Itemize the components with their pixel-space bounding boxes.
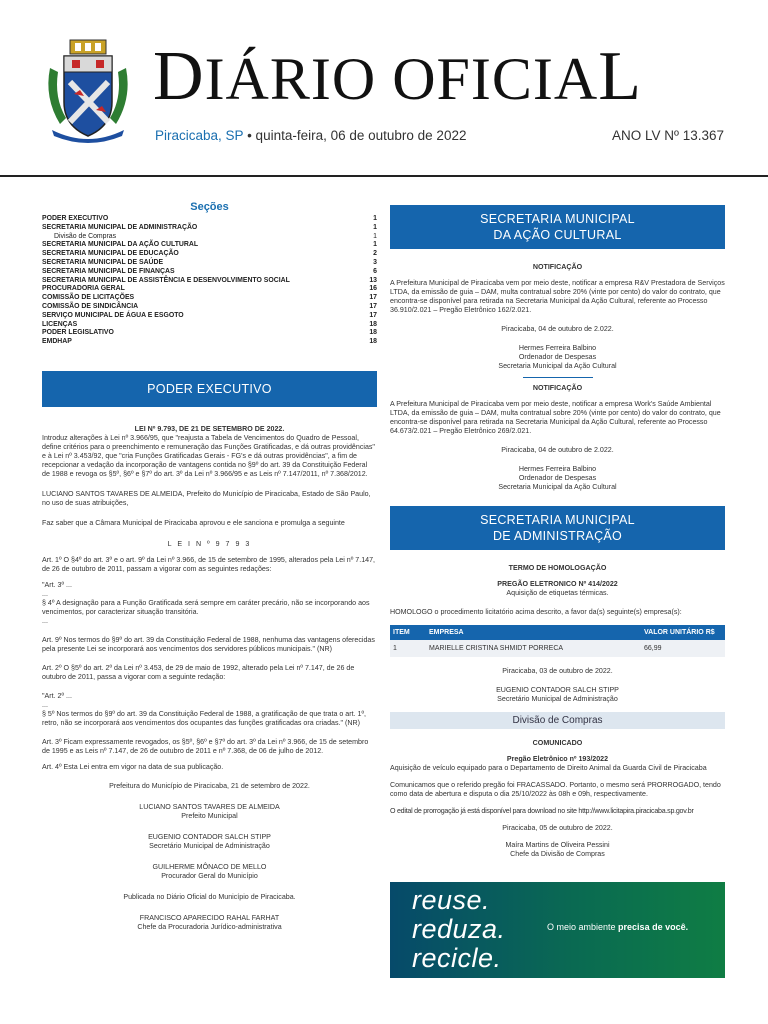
toc-item[interactable]: SECRETARIA MUNICIPAL DA AÇÃO CULTURAL 1	[42, 241, 377, 249]
toc-item[interactable]: PODER LEGISLATIVO 18	[42, 329, 377, 337]
law-article: Art. 9º Nos termos do §9º do art. 39 da Constituição Federal de 1988, nenhuma das vantagens oferecidas pela presente Lei se incorporará aos vencimentos dos servidores públicos municipais." (NR)	[42, 635, 375, 653]
law-article: Art. 1º O §4º do art. 3º e o art. 9º da Lei nº 3.966, de 15 de setembro de 1995, alterados pela Lei nº 7.147, de 26 de outubro de 2011, passam a vigorar com as seguintes redações:	[42, 555, 376, 573]
municipal-crest-logo	[42, 38, 134, 144]
table-header: VALOR UNITÁRIO R$	[641, 625, 725, 640]
masthead-title: DIÁRIO OFICIAL	[153, 38, 642, 115]
law-ellipsis: ...	[42, 589, 48, 598]
publication-note: Publicada no Diário Oficial do Município de Piracicaba.	[123, 892, 296, 901]
table-cell: 1	[390, 640, 426, 657]
section-banner-acao-cultural: SECRETARIA MUNICIPAL DA AÇÃO CULTURAL	[390, 205, 725, 249]
comunicado-date: Piracicaba, 05 de outubro de 2022.	[502, 824, 613, 832]
right-column	[390, 205, 725, 859]
law-title: LEI Nº 9.793, DE 21 DE SETEMBRO DE 2022.	[134, 424, 285, 433]
signature-block: FRANCISCO APARECIDO RAHAL FARHAT Chefe da Procuradoria Jurídico-administrativa	[137, 913, 282, 931]
toc-title: Seções	[190, 201, 229, 213]
table-header: ITEM	[390, 625, 426, 640]
table-header: EMPRESA	[426, 625, 641, 640]
signature-block: Maíra Martins de Oliveira Pessini Chefe da Divisão de Compras	[505, 841, 610, 858]
pregao-title: PREGÃO ELETRONICO Nº 414/2022	[497, 580, 618, 588]
signature-block: Hermes Ferreira Balbino Ordenador de Despesas Secretaria Municipal da Ação Cultural	[498, 465, 617, 491]
masthead-subline	[155, 128, 466, 143]
section-banner-poder-executivo: PODER EXECUTIVO	[42, 371, 377, 407]
table-cell: 66,99	[641, 640, 725, 657]
law-ementa: Introduz alterações à Lei nº 3.966/95, que "reajusta a Tabela de Vencimentos do Quadro de Pessoal, define critérios para o preenchimento e remuneração das Funções Gratificadas, e dá outras providências" e à Lei nº 3.453/92, que "cria Funções Gratificadas Gerais - FG's e dá outras providências", a fim de recepcionar a vedação da incorporação de vantagens contida no §9º do art. 39 da Constituição Federal de 1988 e revoga os §5º, §6º e §7º do art. 3º da Lei nº 3.966/95 e as Leis nº 7.147/2011, nº 7.368/2012.	[42, 433, 375, 478]
divider	[523, 377, 593, 378]
table-header-row	[390, 625, 725, 640]
signature-block: LUCIANO SANTOS TAVARES DE ALMEIDA Prefeito Municipal	[139, 802, 280, 820]
toc-item[interactable]: SECRETARIA MUNICIPAL DE ASSISTÊNCIA E DESENVOLVIMENTO SOCIAL 13	[42, 276, 377, 284]
table-cell: MARIELLE CRISTINA SHMIDT PORRECA	[426, 640, 641, 657]
left-column	[42, 203, 377, 932]
notice-date: Piracicaba, 04 de outubro de 2.022.	[501, 325, 614, 333]
toc-item[interactable]: SECRETARIA MUNICIPAL DE SAÚDE 3	[42, 258, 377, 266]
city-label: Piracicaba, SP	[155, 128, 244, 143]
toc-item[interactable]: SECRETARIA MUNICIPAL DE ADMINISTRAÇÃO 1	[42, 223, 377, 231]
ad-slogan: reuse. reduza. recicle.	[412, 885, 506, 973]
toc-item[interactable]: COMISSÃO DE LICITAÇÕES 17	[42, 294, 377, 302]
signature-block: Hermes Ferreira Balbino Ordenador de Despesas Secretaria Municipal da Ação Cultural	[498, 344, 617, 370]
toc-item[interactable]: SECRETARIA MUNICIPAL DE EDUCAÇÃO 2	[42, 250, 377, 258]
date-label: • quinta-feira, 06 de outubro de 2022	[247, 128, 467, 143]
law-paragraph: Faz saber que a Câmara Municipal de Piracicaba aprovou e ele sanciona e promulga a seguinte	[42, 518, 345, 527]
notice-text: A Prefeitura Municipal de Piracicaba vem por meio deste, notificar a empresa R&V Prestadora de Serviços LTDA, da emissão de guia – DAM, multa contratual sobre 20% (vinte por cento) do valor do contrato, que encontra-se disponível para retirada na Secretaria Municipal da Ação Cultural, referente ao Processo 36.910/2.021 – Pregão Eletrônico 162/2.021.	[390, 279, 725, 314]
pregao-object: Aquisição de etiquetas térmicas.	[506, 589, 609, 597]
homologation-text: HOMOLOGO o procedimento licitatório acima descrito, a favor da(s) seguinte(s) empresa(s):	[390, 608, 682, 616]
law-paragraph: § 5º Nos termos do §9º do art. 39 da Constituição Federal de 1988, a gratificação de que trata o art. 1º, retro, não se incorporará aos vencimentos dos ocupantes das funções gratificadas ora criadas." (NR)	[42, 709, 367, 727]
homologation-table	[390, 625, 725, 657]
signature-block: GUILHERME MÔNACO DE MELLO Procurador Geral do Município	[152, 862, 267, 880]
toc-item[interactable]: COMISSÃO DE SINDICÂNCIA 17	[42, 302, 377, 310]
law-quote: "Art. 3º ...	[42, 580, 72, 589]
law-article: Art. 4º Esta Lei entra em vigor na data de sua publicação.	[42, 762, 224, 771]
toc-item[interactable]: EMDHAP 18	[42, 338, 377, 346]
section-banner-administracao: SECRETARIA MUNICIPAL DE ADMINISTRAÇÃO	[390, 506, 725, 550]
law-paragraph: § 4º A designação para a Função Gratificada será sempre em caráter precário, não se incorporando aos vencimentos, por caracterizar situação transitória.	[42, 598, 370, 616]
law-number-heading: L E I N º 9 7 9 3	[167, 539, 252, 548]
signature-block: EUGENIO CONTADOR SALCH STIPP Secretário Municipal de Administração	[496, 686, 619, 703]
toc-list	[42, 215, 377, 347]
homologation-date: Piracicaba, 03 de outubro de 2022.	[502, 667, 613, 675]
law-ellipsis: ...	[42, 616, 48, 625]
table-row	[390, 640, 725, 657]
ad-tagline: O meio ambiente precisa de você.	[547, 922, 689, 932]
signing-place: Prefeitura do Município de Piracicaba, 21 de setembro de 2022.	[109, 781, 310, 790]
recycle-ad-banner	[390, 882, 725, 978]
pregao-object: Aquisição de veículo equipado para o Departamento de Direito Animal da Guarda Civil de Piracicaba	[390, 764, 707, 772]
notice-title: NOTIFICAÇÃO	[532, 384, 583, 392]
law-quote: "Art. 2º ...	[42, 691, 72, 700]
notice-text: A Prefeitura Municipal de Piracicaba vem por meio deste, notificar a empresa Work's Saúde Ambiental LTDA, da emissão de guia – DAM, multa contratual sobre 20% (vinte por cento) do valor do contrato, que encontra-se disponível para retirada na Secretaria Municipal da Ação Cultural, referente ao Processo 64.673/2.021 – Pregão Eletrônico 269/2.021.	[390, 400, 721, 435]
edition-number: ANO LV Nº 13.367	[612, 128, 724, 143]
toc-item[interactable]: SERVIÇO MUNICIPAL DE ÁGUA E ESGOTO 17	[42, 311, 377, 319]
law-paragraph: LUCIANO SANTOS TAVARES DE ALMEIDA, Prefeito do Município de Piracicaba, Estado de São Paulo, no uso de suas atribuições,	[42, 489, 371, 507]
law-ellipsis: ...	[42, 700, 48, 709]
toc-item[interactable]: PROCURADORIA GERAL 16	[42, 285, 377, 293]
toc-item[interactable]: PODER EXECUTIVO 1	[42, 215, 377, 222]
signature-block: EUGENIO CONTADOR SALCH STIPP Secretário Municipal de Administração	[148, 832, 271, 850]
pregao-title: Pregão Eletrônico nº 193/2022	[506, 755, 609, 763]
toc-item[interactable]: LICENÇAS 18	[42, 320, 377, 328]
edital-link-text[interactable]: O edital de prorrogação já está disponível para download no site http://www.licitapira.piracicaba.sp.gov.br	[390, 807, 694, 815]
header-divider	[0, 175, 768, 177]
term-title: TERMO DE HOMOLOGAÇÃO	[508, 564, 607, 572]
sub-banner-divisao-compras: Divisão de Compras	[390, 712, 725, 729]
law-article: Art. 3º Ficam expressamente revogados, os §5º, §6º e §7º do art. 3º da Lei nº 3.966, de 15 de setembro de 1995 e as Leis nº 7.147, de 26 de outubro de 2011 e nº 7.368, de 06 de julho de 2012.	[42, 737, 369, 755]
notice-date: Piracicaba, 04 de outubro de 2.022.	[501, 446, 614, 454]
notice-title: NOTIFICAÇÃO	[532, 263, 583, 271]
toc-item[interactable]: Divisão de Compras 1	[54, 232, 377, 240]
toc-item[interactable]: SECRETARIA MUNICIPAL DE FINANÇAS 6	[42, 267, 377, 275]
law-article: Art. 2º O §5º do art. 2º da Lei nº 3.453, de 29 de maio de 1992, alterado pela Lei nº 7.147, de 26 de outubro de 2011, passa a vigorar com a seguinte redação:	[42, 663, 355, 681]
comunicado-text: Comunicamos que o referido pregão foi FRACASSADO. Portanto, o mesmo será PRORROGADO, tendo como data de abertura e disputa o dia 25/10/2022 às 08h e 09h, respectivamente.	[390, 781, 721, 798]
comunicado-title: COMUNICADO	[532, 739, 583, 747]
